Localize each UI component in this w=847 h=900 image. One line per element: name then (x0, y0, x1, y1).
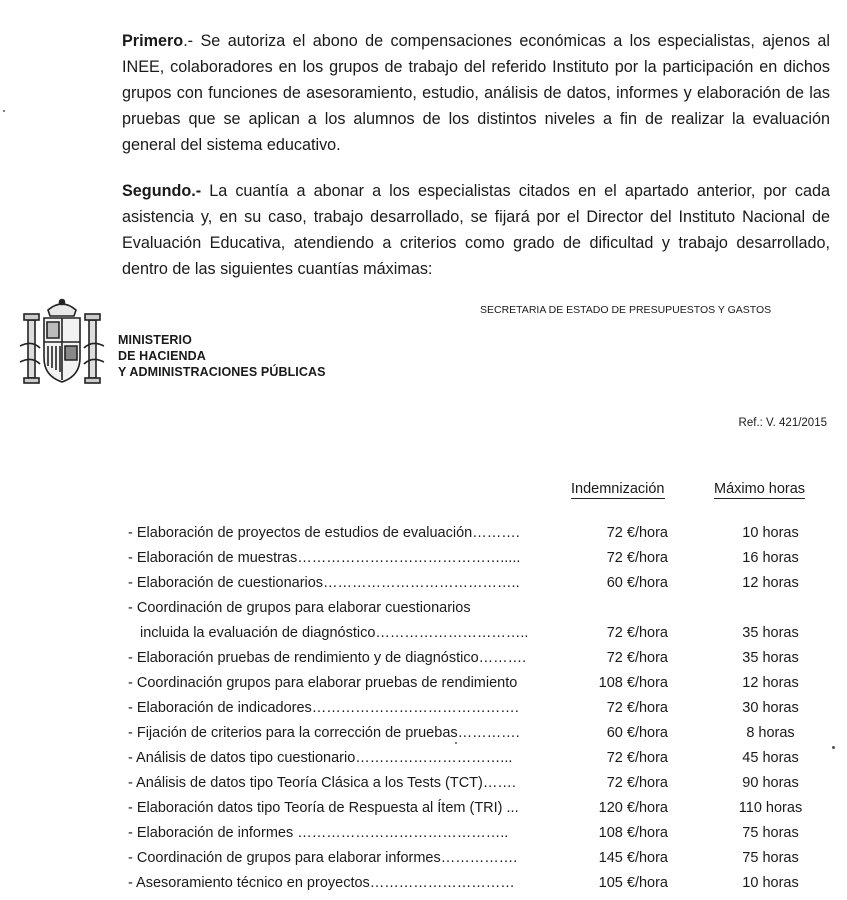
row-hours: 110 horas (738, 800, 803, 816)
row-item: - Coordinación de grupos para elaborar cuestionarios (128, 600, 471, 616)
reference-number: Ref.: V. 421/2015 (738, 417, 827, 429)
row-rate: 72 €/hora (606, 750, 668, 766)
column-header-maximo-horas: Máximo horas (714, 481, 806, 497)
paragraph-label: Primero (122, 32, 184, 50)
table-row (128, 571, 828, 596)
table-row (128, 621, 828, 646)
secretaria-heading: SECRETARIA DE ESTADO DE PRESUPUESTOS Y GASTOS (480, 304, 772, 316)
row-item: - Asesoramiento técnico en proyectos………………………… (128, 875, 515, 891)
row-hours: 12 horas (742, 575, 799, 591)
letterhead (10, 296, 847, 396)
paragraph-primero (122, 28, 830, 158)
row-rate: 72 €/hora (606, 700, 668, 716)
row-rate: 72 €/hora (606, 775, 668, 791)
table-row (128, 646, 828, 671)
row-hours: 12 horas (742, 675, 799, 691)
row-rate: 108 €/hora (598, 825, 668, 841)
table-row (128, 846, 828, 871)
coat-of-arms-icon (10, 296, 114, 396)
row-item: - Elaboración de muestras……………………………………..... (128, 550, 521, 566)
paragraph-label: Segundo.- (122, 182, 202, 200)
paragraph-segundo (122, 178, 830, 282)
row-hours: 35 horas (742, 650, 799, 666)
row-rate: 108 €/hora (598, 675, 668, 691)
row-hours: 35 horas (742, 625, 799, 641)
row-item: - Elaboración pruebas de rendimiento y de diagnóstico………. (128, 650, 527, 666)
row-hours: 75 horas (742, 825, 799, 841)
row-rate: 120 €/hora (598, 800, 668, 816)
row-item: - Análisis de datos tipo cuestionario…………………………... (128, 750, 513, 766)
table-row (128, 671, 828, 696)
ministry-line: DE HACIENDA (118, 349, 206, 363)
row-rate: 60 €/hora (606, 725, 668, 741)
row-rate: 60 €/hora (606, 575, 668, 591)
ministry-line: Y ADMINISTRACIONES PÚBLICAS (118, 365, 326, 379)
table-row (128, 521, 828, 546)
table-row (128, 746, 828, 771)
scan-speck (3, 110, 5, 112)
ministry-line: MINISTERIO (118, 333, 192, 347)
row-item: - Coordinación grupos para elaborar pruebas de rendimiento (128, 675, 518, 691)
table-row (128, 696, 828, 721)
row-rate: 72 €/hora (606, 525, 668, 541)
ministry-name (118, 332, 326, 380)
table-row (128, 796, 828, 821)
row-hours: 45 horas (742, 750, 799, 766)
row-hours: 8 horas (746, 725, 795, 741)
table-row (128, 546, 828, 571)
row-item: - Fijación de criterios para la corrección de pruebas…………. (128, 725, 520, 741)
table-row (128, 821, 828, 846)
row-item: - Elaboración de proyectos de estudios de evaluación………. (128, 525, 520, 541)
row-hours: 75 horas (742, 850, 799, 866)
scan-speck (455, 742, 457, 744)
row-item: - Análisis de datos tipo Teoría Clásica a los Tests (TCT)……. (128, 775, 516, 791)
row-item: - Coordinación de grupos para elaborar informes……………. (128, 850, 518, 866)
row-item: - Elaboración de informes …………………………………….. (128, 825, 509, 841)
row-hours: 90 horas (742, 775, 799, 791)
table-row (128, 771, 828, 796)
table-row (128, 871, 828, 896)
compensation-table (128, 521, 828, 896)
row-hours: 10 horas (742, 875, 799, 891)
paragraph-text: .- Se autoriza el abono de compensaciones económicas a los especialistas, ajenos al INEE, colaboradores en los grupos de trabajo del referido Instituto por la participación en dichos grupos con funciones de asesoramiento, estudio, análisis de datos, informes y elaboración de las pruebas que se aplican a los alumnos de los distintos niveles a fin de realizar la evaluación general del sistema educativo. (122, 32, 830, 154)
row-item: - Elaboración de indicadores……………………………………. (128, 700, 519, 716)
scan-speck (832, 746, 835, 749)
row-rate: 72 €/hora (606, 625, 668, 641)
table-row (128, 596, 828, 621)
row-rate: 72 €/hora (606, 550, 668, 566)
row-rate: 145 €/hora (598, 850, 668, 866)
column-header-indemnizacion: Indemnización (571, 481, 665, 497)
paragraph-text: La cuantía a abonar a los especialistas citados en el apartado anterior, por cada asistencia y, en su caso, trabajo desarrollado, se fijará por el Director del Instituto Nacional de Evaluación Educativa, atendiendo a criterios como grado de dificultad y trabajo desarrollado, dentro de las siguientes cuantías máximas: (122, 182, 830, 278)
row-hours: 30 horas (742, 700, 799, 716)
row-rate: 72 €/hora (606, 650, 668, 666)
row-item: - Elaboración datos tipo Teoría de Respuesta al Ítem (TRI) ... (128, 800, 519, 816)
row-item: - Elaboración de cuestionarios………………………………….. (128, 575, 520, 591)
table-row (128, 721, 828, 746)
row-item: incluida la evaluación de diagnóstico………………………….. (140, 625, 529, 641)
row-hours: 10 horas (742, 525, 799, 541)
row-hours: 16 horas (742, 550, 799, 566)
row-rate: 105 €/hora (598, 875, 668, 891)
